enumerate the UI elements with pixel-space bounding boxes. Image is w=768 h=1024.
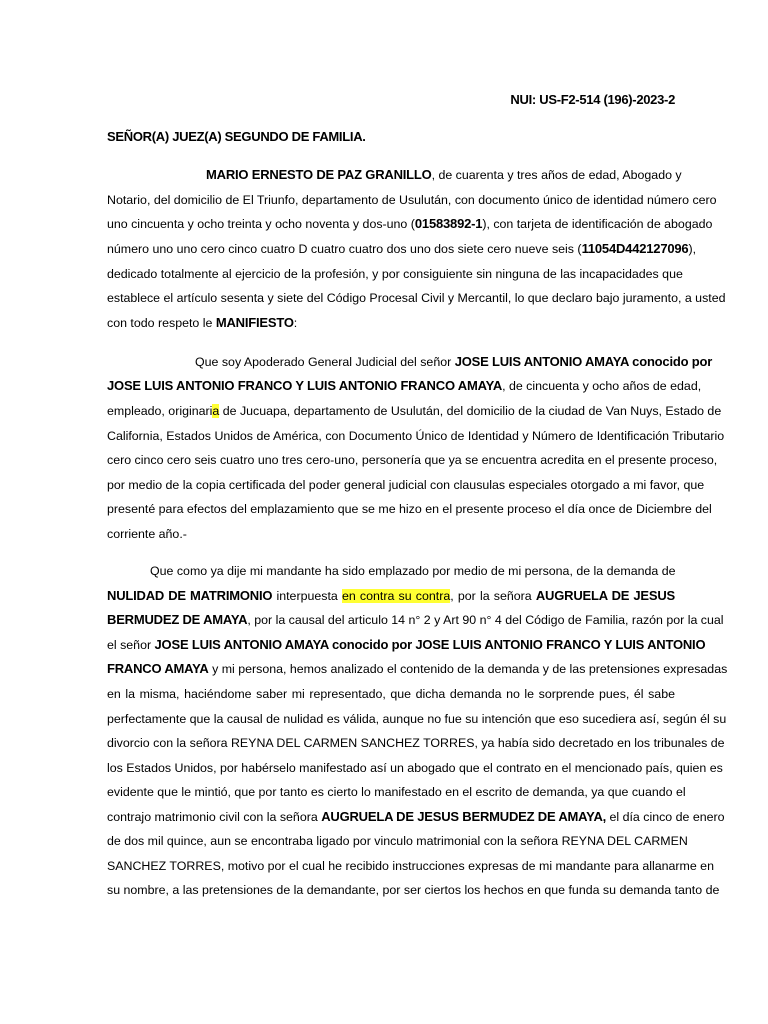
paragraph-3-line bbox=[107, 612, 724, 628]
text-run: ), bbox=[688, 242, 697, 256]
paragraph-1-line bbox=[206, 167, 682, 183]
paragraph-3-line bbox=[107, 809, 725, 825]
addressee: SEÑOR(A) JUEZ(A) SEGUNDO DE FAMILIA. bbox=[107, 129, 366, 144]
text-run: el día cinco de enero bbox=[606, 810, 725, 824]
text-run: de Jucuapa, departamento de Usulután, del domicilio de la ciudad de Van Nuys, Estado de bbox=[219, 404, 722, 418]
paragraph-1-line: establece el artículo sesenta y siete del Código Procesal Civil y Mercantil, lo que declaro bajo juramento, a usted bbox=[107, 291, 726, 305]
text-run: interpuesta bbox=[272, 589, 342, 603]
text-run: , por la causal del articulo 14 n° 2 y Art 90 n° 4 del Código de Familia, razón por la cual bbox=[247, 613, 724, 627]
text-run: , de cuarenta y tres años de edad, Abogado y bbox=[431, 168, 682, 182]
paragraph-3-line: su nombre, a las pretensiones de la demandante, por ser ciertos los hechos en que funda su demanda tanto de bbox=[107, 883, 720, 897]
attorney-name: MARIO ERNESTO DE PAZ GRANILLO bbox=[206, 167, 432, 182]
text-run: ), con tarjeta de identificación de abogado bbox=[482, 217, 713, 231]
text-run: y mi persona, hemos analizado el contenido de la demanda y de las pretensiones expresadas bbox=[208, 662, 728, 676]
text-run: Que soy Apoderado General Judicial del señor bbox=[195, 355, 455, 369]
paragraph-1-line bbox=[107, 216, 713, 232]
dui-number: 01583892-1 bbox=[414, 216, 483, 231]
paragraph-2-line: California, Estados Unidos de América, con Documento Único de Identidad y Número de Identificación Tributario bbox=[107, 429, 725, 443]
paragraph-2-line: por medio de la copia certificada del poder general judicial con clausulas especiales otorgado a mi favor, que bbox=[107, 478, 705, 492]
paragraph-3-line: de dos mil quince, aun se encontraba ligado por vinculo matrimonial con la señora REYNA DEL CARMEN bbox=[107, 834, 688, 848]
paragraph-2-line: corriente año.- bbox=[107, 527, 187, 541]
text-run: con todo respeto le bbox=[107, 316, 216, 330]
paragraph-3-line: perfectamente que la causal de nulidad es válida, aunque no fue su intención que eso sucediera así, según él su bbox=[107, 712, 727, 726]
plaintiff-name: AUGRUELA DE JESUS bbox=[535, 588, 676, 603]
paragraph-3-line bbox=[107, 588, 675, 604]
paragraph-2-line: cero cinco cero seis cuatro uno tres cero-uno, personería que ya se encuentra acredita en el presente proceso, bbox=[107, 453, 718, 467]
text-run: número uno uno cero cinco cuatro D cuatro cuatro dos uno dos siete cero nueve seis ( bbox=[107, 242, 582, 256]
text-run: uno cincuenta y ocho treinta y ocho noventa y dos-uno ( bbox=[107, 217, 415, 231]
paragraph-1-line bbox=[107, 241, 697, 257]
plaintiff-name: AUGRUELA DE JESUS BERMUDEZ DE AMAYA, bbox=[321, 809, 607, 824]
text-run: , de cincuenta y ocho años de edad, bbox=[502, 379, 702, 393]
paragraph-1-line: dedicado totalmente al ejercicio de la profesión, y por consiguiente sin ninguna de las incapacidades que bbox=[107, 267, 683, 281]
client-aliases: JOSE LUIS ANTONIO FRANCO Y LUIS ANTONIO FRANCO AMAYA bbox=[107, 378, 503, 393]
case-number: NUI: US-F2-514 (196)-2023-2 bbox=[510, 92, 675, 107]
paragraph-2-line bbox=[195, 354, 713, 370]
text-run: empleado, originari bbox=[107, 404, 213, 418]
client-name: JOSE LUIS ANTONIO AMAYA conocido por JOSE LUIS ANTONIO FRANCO Y LUIS ANTONIO bbox=[154, 637, 706, 652]
client-name: JOSE LUIS ANTONIO AMAYA conocido por bbox=[454, 354, 713, 369]
text-run: : bbox=[293, 316, 298, 330]
paragraph-2-line bbox=[107, 403, 722, 419]
paragraph-1-line bbox=[107, 315, 675, 331]
paragraph-3-line: evidente que le mintió, que por tanto es cierto lo manifestado en el escrito de demanda, ya que cuando el bbox=[107, 785, 686, 799]
paragraph-3-line: Que como ya dije mi mandante ha sido emplazado por medio de mi persona, de la demanda de bbox=[150, 564, 676, 578]
highlighted-text: a bbox=[212, 404, 220, 418]
text-run: el señor bbox=[107, 638, 155, 652]
paragraph-3-line: los Estados Unidos, por habérselo manifestado así un abogado que el contrato en el mencionado país, quien es bbox=[107, 761, 723, 775]
paragraph-3-line: en la misma, haciéndome saber mi representado, que dicha demanda no le sorprende pues, él sabe bbox=[107, 687, 675, 701]
lawsuit-type: NULIDAD DE MATRIMONIO bbox=[107, 588, 273, 603]
text-run: contrajo matrimonio civil con la señora bbox=[107, 810, 322, 824]
manifiesto-heading: MANIFIESTO bbox=[215, 315, 294, 330]
paragraph-3-line: divorcio con la señora REYNA DEL CARMEN SANCHEZ TORRES, ya había sido decretado en los tribunales de bbox=[107, 736, 725, 750]
paragraph-1-line: Notario, del domicilio de El Triunfo, departamento de Usulután, con documento único de identidad número cero bbox=[107, 193, 717, 207]
lawyer-card-number: 11054D442127096 bbox=[581, 241, 689, 256]
paragraph-2-line bbox=[107, 378, 702, 394]
client-name: FRANCO AMAYA bbox=[107, 661, 209, 676]
plaintiff-surname: BERMUDEZ DE AMAYA bbox=[107, 612, 248, 627]
paragraph-3-line bbox=[107, 637, 706, 653]
paragraph-3-line: SANCHEZ TORRES, motivo por el cual he recibido instrucciones expresas de mi mandante para allanarme en bbox=[107, 859, 714, 873]
paragraph-2-line: presenté para efectos del emplazamiento que se me hizo en el presente proceso el día once de Diciembre del bbox=[107, 502, 712, 516]
highlighted-text: en contra su contra bbox=[341, 589, 451, 603]
paragraph-3-line bbox=[107, 661, 728, 677]
text-run: , por la señora bbox=[450, 589, 536, 603]
